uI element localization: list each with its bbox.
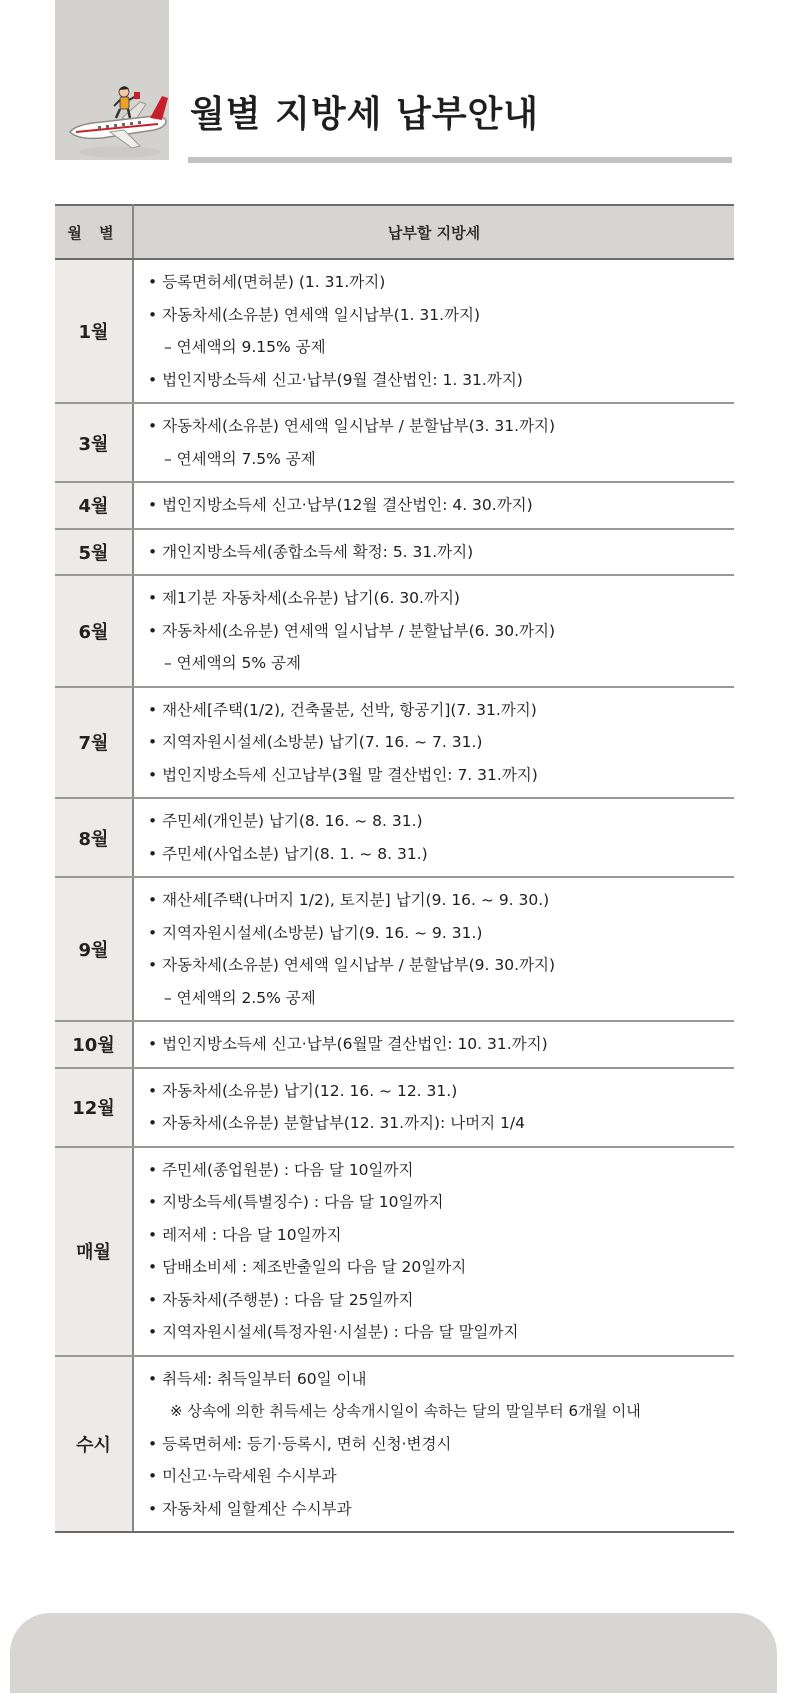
tax-item-line: • 법인지방소득세 신고·납부(12월 결산법인: 4. 30.까지) — [148, 496, 533, 514]
month-cell: 수시 — [55, 1356, 133, 1533]
tax-items-cell — [133, 1068, 734, 1147]
title-underline — [188, 157, 732, 163]
tax-items-cell — [133, 1021, 734, 1068]
month-cell: 매월 — [55, 1147, 133, 1356]
table-header-row — [55, 205, 734, 259]
tax-items-cell — [133, 259, 734, 403]
tax-item-line: • 재산세[주택(나머지 1/2), 토지분] 납기(9. 16. ~ 9. 30.) — [148, 891, 550, 909]
table-row — [55, 575, 734, 687]
tax-items-cell — [133, 529, 734, 576]
tax-items-cell — [133, 877, 734, 1021]
month-cell: 12월 — [55, 1068, 133, 1147]
tax-item-line: • 레저세 : 다음 달 10일까지 — [148, 1225, 342, 1244]
table-row — [55, 403, 734, 482]
tax-item-line: • 지역자원시설세(소방분) 납기(9. 16. ~ 9. 31.) — [148, 923, 483, 942]
tax-item-line: • 주민세(종업원분) : 다음 달 10일까지 — [148, 1160, 414, 1179]
table-row — [55, 1068, 734, 1147]
tax-item-line: • 법인지방소득세 신고·납부(6월말 결산법인: 10. 31.까지) — [148, 1035, 548, 1053]
tax-item-line: • 지역자원시설세(특정자원·시설분) : 다음 달 말일까지 — [148, 1323, 519, 1341]
month-cell: 10월 — [55, 1021, 133, 1068]
tax-item-line: • 지방소득세(특별징수) : 다음 달 10일까지 — [148, 1193, 444, 1211]
table-row — [55, 529, 734, 576]
tax-item-line: • 등록면허세: 등기·등록시, 면허 신청·변경시 — [148, 1434, 452, 1453]
tax-items-cell — [133, 482, 734, 529]
tax-item-line: • 등록면허세(면허분) (1. 31.까지) — [148, 273, 386, 291]
airplane-with-person-icon — [62, 80, 172, 170]
tax-item-line: • 법인지방소득세 신고납부(3월 말 결산법인: 7. 31.까지) — [148, 765, 538, 784]
tax-items-cell — [133, 403, 734, 482]
month-cell: 6월 — [55, 575, 133, 687]
footer-decoration — [10, 1613, 777, 1693]
table-row — [55, 687, 734, 799]
month-cell: 9월 — [55, 877, 133, 1021]
table-row — [55, 798, 734, 877]
tax-item-line: • 자동차세(소유분) 연세액 일시납부 / 분할납부(9. 30.까지) — [148, 956, 556, 974]
tax-item-line: • 개인지방소득세(종합소득세 확정: 5. 31.까지) — [148, 542, 474, 561]
table-row — [55, 1147, 734, 1356]
table-body — [55, 259, 734, 1532]
tax-item-line: • 자동차세(주행분) : 다음 달 25일까지 — [148, 1290, 414, 1309]
sub-item-line: – 연세액의 9.15% 공제 — [164, 338, 326, 356]
tax-item-line: • 자동차세(소유분) 연세액 일시납부 / 분할납부(6. 30.까지) — [148, 621, 556, 640]
tax-item-line: • 미신고·누락세원 수시부과 — [148, 1467, 337, 1485]
note-line: ※ 상속에 의한 취득세는 상속개시일이 속하는 달의 말일부터 6개월 이내 — [170, 1402, 641, 1420]
table-row — [55, 1021, 734, 1068]
tax-item-line: • 자동차세(소유분) 연세액 일시납부(1. 31.까지) — [148, 305, 481, 324]
tax-item-line: • 주민세(사업소분) 납기(8. 1. ~ 8. 31.) — [148, 844, 428, 863]
tax-item-line: • 재산세[주택(1/2), 건축물분, 선박, 항공기](7. 31.까지) — [148, 700, 537, 719]
month-cell: 5월 — [55, 529, 133, 576]
month-cell: 1월 — [55, 259, 133, 403]
sub-item-line: – 연세액의 5% 공제 — [164, 654, 301, 672]
tax-items-cell — [133, 798, 734, 877]
table-row — [55, 482, 734, 529]
month-cell: 8월 — [55, 798, 133, 877]
table-row — [55, 1356, 734, 1533]
tax-item-line: • 법인지방소득세 신고·납부(9월 결산법인: 1. 31.까지) — [148, 370, 523, 389]
tax-items-cell — [133, 687, 734, 799]
month-cell: 4월 — [55, 482, 133, 529]
month-cell: 3월 — [55, 403, 133, 482]
month-cell: 7월 — [55, 687, 133, 799]
tax-item-line: • 담배소비세 : 제조반출일의 다음 달 20일까지 — [148, 1258, 467, 1276]
tax-item-line: • 자동차세(소유분) 분할납부(12. 31.까지): 나머지 1/4 — [148, 1114, 526, 1132]
tax-item-line: • 자동차세 일할계산 수시부과 — [148, 1499, 352, 1518]
tax-item-line: • 자동차세(소유분) 납기(12. 16. ~ 12. 31.) — [148, 1081, 458, 1100]
tax-item-line: • 취득세: 취득일부터 60일 이내 — [148, 1369, 367, 1388]
tax-items-cell — [133, 1147, 734, 1356]
tax-items-column-header: 납부할 지방세 — [133, 205, 734, 259]
tax-item-line: • 주민세(개인분) 납기(8. 16. ~ 8. 31.) — [148, 812, 423, 830]
tax-items-cell — [133, 1356, 734, 1533]
table-row — [55, 877, 734, 1021]
sub-item-line: – 연세액의 7.5% 공제 — [164, 449, 316, 468]
month-column-header: 월 별 — [55, 205, 133, 259]
table-row — [55, 259, 734, 403]
tax-item-line: • 지역자원시설세(소방분) 납기(7. 16. ~ 7. 31.) — [148, 733, 483, 751]
sub-item-line: – 연세액의 2.5% 공제 — [164, 988, 316, 1007]
tax-item-line: • 자동차세(소유분) 연세액 일시납부 / 분할납부(3. 31.까지) — [148, 417, 556, 435]
tax-schedule-table — [55, 204, 734, 1533]
page-title: 월별 지방세 납부안내 — [190, 94, 540, 135]
tax-item-line: • 제1기분 자동차세(소유분) 납기(6. 30.까지) — [148, 589, 460, 607]
tax-items-cell — [133, 575, 734, 687]
